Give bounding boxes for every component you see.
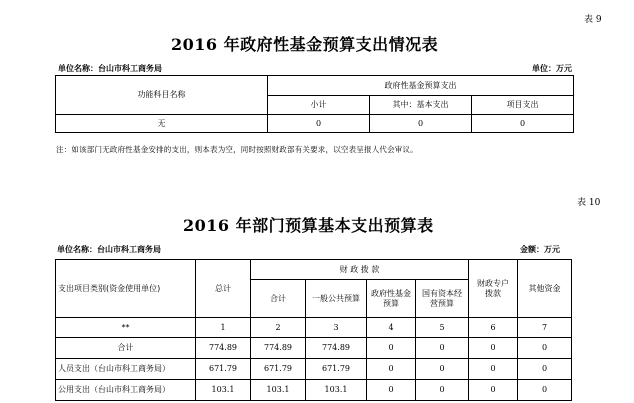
table10-cell: 103.1 bbox=[196, 380, 251, 401]
table10-index-cell: 5 bbox=[416, 318, 469, 338]
table10-index-cell: 6 bbox=[469, 318, 518, 338]
table10-cell: 774.89 bbox=[196, 338, 251, 359]
table10-title: 2016 年部门预算基本支出预算表 bbox=[183, 216, 434, 235]
table9-header-group: 政府性基金预算支出 bbox=[268, 76, 574, 96]
table10-cell: 0 bbox=[518, 380, 572, 401]
table9-unit-label: 单位名称：台山市科工商务局 bbox=[58, 64, 162, 73]
table10-cell: 774.89 bbox=[306, 338, 367, 359]
table10-header-special: 财政专户拨款 bbox=[469, 260, 518, 318]
table10-cell: 0 bbox=[416, 380, 469, 401]
table9-unit-right: 单位：万元 bbox=[532, 64, 572, 73]
table10-cell: 671.79 bbox=[306, 359, 367, 380]
table10-row-name: 人员支出（台山市科工商务局） bbox=[56, 359, 196, 380]
table10-cell: 0 bbox=[367, 380, 416, 401]
table10-cell: 0 bbox=[469, 380, 518, 401]
table9-row-name: 无 bbox=[56, 115, 268, 133]
table10-header-state: 国有资本经营预算 bbox=[416, 280, 469, 318]
table10 bbox=[55, 259, 572, 401]
table10-cell: 0 bbox=[367, 338, 416, 359]
table10-header-total: 总计 bbox=[196, 260, 251, 318]
table9-header-basic: 其中：基本支出 bbox=[370, 96, 472, 115]
table10-tag: 表 10 bbox=[577, 198, 601, 208]
table10-header-general: 一般公共预算 bbox=[306, 280, 367, 318]
table10-cell: 0 bbox=[416, 359, 469, 380]
table-row bbox=[56, 380, 572, 401]
table9-title: 2016 年政府性基金预算支出情况表 bbox=[171, 35, 439, 54]
table10-row-name: 合计 bbox=[56, 338, 196, 359]
table9-tag: 表 9 bbox=[584, 15, 602, 25]
table10-cell: 0 bbox=[518, 338, 572, 359]
table10-index-cell: 2 bbox=[251, 318, 306, 338]
table10-cell: 774.89 bbox=[251, 338, 306, 359]
table10-header-col1: 支出项目类别(资金使用单位) bbox=[56, 260, 196, 318]
table10-header-fund: 政府性基金预算 bbox=[367, 280, 416, 318]
table9-header-subtotal: 小计 bbox=[268, 96, 370, 115]
table10-cell: 0 bbox=[469, 338, 518, 359]
table9 bbox=[55, 75, 574, 133]
table10-cell: 0 bbox=[518, 359, 572, 380]
table9-note: 注：如该部门无政府性基金安排的支出，则本表为空，同时按照财政部有关要求，以空表呈报人代会审议。 bbox=[56, 145, 418, 154]
table9-cell: 0 bbox=[370, 115, 472, 133]
table10-cell: 671.79 bbox=[196, 359, 251, 380]
table10-index-cell: 3 bbox=[306, 318, 367, 338]
table10-row-name: 公用支出（台山市科工商务局） bbox=[56, 380, 196, 401]
table10-cell: 0 bbox=[367, 359, 416, 380]
table-row bbox=[56, 338, 572, 359]
table10-cell: 103.1 bbox=[306, 380, 367, 401]
table10-header-sum: 合计 bbox=[251, 280, 306, 318]
table10-header-finance: 财 政 拨 款 bbox=[251, 260, 469, 280]
table10-index-cell: ** bbox=[56, 318, 196, 338]
table9-header-col1: 功能科目名称 bbox=[56, 76, 268, 115]
table10-cell: 0 bbox=[469, 359, 518, 380]
table10-cell: 103.1 bbox=[251, 380, 306, 401]
table10-index-cell: 1 bbox=[196, 318, 251, 338]
table10-unit-label: 单位名称：台山市科工商务局 bbox=[57, 245, 161, 254]
table9-cell: 0 bbox=[268, 115, 370, 133]
table-row bbox=[56, 359, 572, 380]
table10-index-cell: 4 bbox=[367, 318, 416, 338]
table9-cell: 0 bbox=[472, 115, 574, 133]
table10-index-cell: 7 bbox=[518, 318, 572, 338]
table10-cell: 0 bbox=[416, 338, 469, 359]
table10-cell: 671.79 bbox=[251, 359, 306, 380]
table10-unit-right: 金额：万元 bbox=[520, 245, 560, 254]
table10-header-other: 其他资金 bbox=[518, 260, 572, 318]
table9-header-project: 项目支出 bbox=[472, 96, 574, 115]
